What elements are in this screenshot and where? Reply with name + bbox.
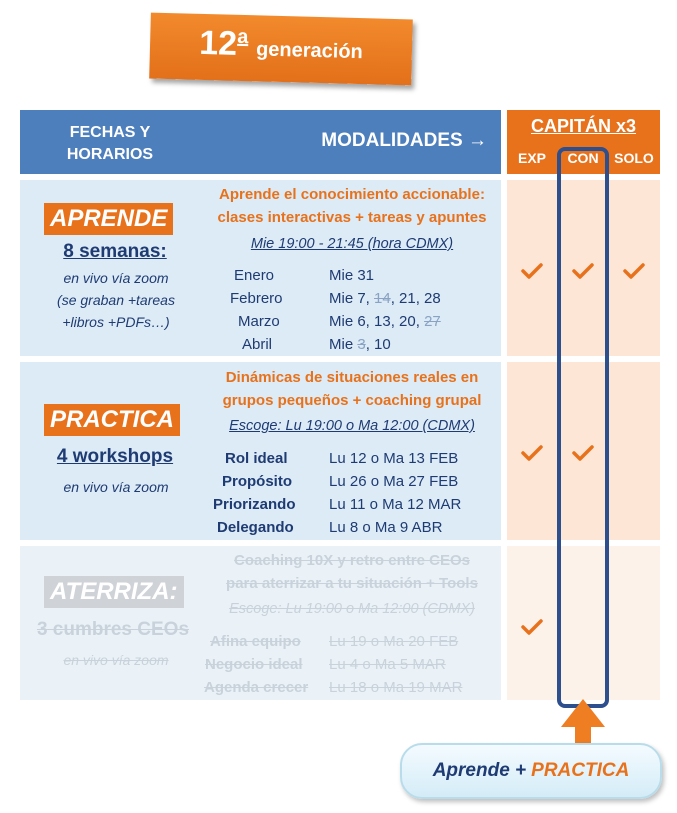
check-icon xyxy=(623,262,645,280)
table-header-left xyxy=(20,110,501,174)
aterriza-name-3: Agenda crecer xyxy=(204,679,309,696)
capitan-header: CAPITÁN x3 xyxy=(530,116,637,136)
aprende-tag: APRENDE xyxy=(44,203,173,235)
col-exp: EXP xyxy=(517,150,546,166)
generation-number: 12 xyxy=(198,23,238,63)
aterriza-tag: ATERRIZA: xyxy=(44,576,184,608)
practica-dates-2: Lu 26 o Ma 27 FEB xyxy=(329,473,459,490)
practica-name-2: Propósito xyxy=(222,473,292,490)
col-con: CON xyxy=(567,150,599,166)
aprende-desc-3: +libros +PDFs…) xyxy=(62,314,170,330)
aprende-schedule: Mie 19:00 - 21:45 (hora CDMX) xyxy=(250,236,454,252)
callout-highlight: PRACTICA xyxy=(531,760,630,781)
aterriza-schedule: Escoge: Lu 19:00 o Ma 12:00 (CDMX) xyxy=(229,601,475,617)
generation-banner xyxy=(149,13,413,86)
aprende-title-2: clases interactivas + tareas y apuntes xyxy=(217,209,487,226)
aterriza-desc: en vivo vía zoom xyxy=(63,652,169,668)
practica-dates-1: Lu 12 o Ma 13 FEB xyxy=(329,450,459,467)
aprende-dates-1: Mie 31 xyxy=(329,267,375,284)
practica-dates-4: Lu 8 o Ma 9 ABR xyxy=(329,519,443,536)
aprende-month-3: Marzo xyxy=(238,313,280,330)
generation-word: generación xyxy=(255,38,364,64)
aprende-dates-3: Mie 6, 13, 20, 27 xyxy=(329,313,441,330)
practica-name-3: Priorizando xyxy=(213,496,296,513)
aprende-dates-2: Mie 7, 14, 21, 28 xyxy=(329,290,441,307)
aterriza-title-2: para aterrizar a tu situación + Tools xyxy=(226,575,478,592)
fechas-header xyxy=(60,122,160,166)
con-column-highlight xyxy=(557,147,609,708)
aprende-dates-4: Mie 3, 10 xyxy=(329,336,391,353)
check-icon xyxy=(521,444,543,462)
modalidades-header: MODALIDADES → xyxy=(321,130,487,151)
fechas-line-2: HORARIOS xyxy=(66,146,154,163)
aterriza-dates-2: Lu 4 o Ma 5 MAR xyxy=(329,656,446,673)
practica-dates-3: Lu 11 o Ma 12 MAR xyxy=(329,496,462,513)
aterriza-name-1: Afina equipo xyxy=(210,633,301,650)
aterriza-dates-3: Lu 18 o Ma 19 MAR xyxy=(329,679,463,696)
aprende-title-1: Aprende el conocimiento accionable: xyxy=(219,186,485,203)
practica-title-2: grupos pequeños + coaching grupal xyxy=(222,392,482,409)
aterriza-title-1: Coaching 10X y retro entre CEOs xyxy=(234,552,470,569)
aprende-month-1: Enero xyxy=(234,267,275,284)
practica-subtitle: 4 workshops xyxy=(56,446,174,467)
aprende-month-2: Febrero xyxy=(230,290,283,307)
practica-name-4: Delegando xyxy=(217,519,294,536)
practica-tag: PRACTICA xyxy=(44,404,180,436)
aprende-desc-2: (se graban +tareas xyxy=(57,292,175,308)
check-icon xyxy=(521,618,543,636)
callout-prefix: Aprende + xyxy=(432,760,527,781)
practica-name-1: Rol ideal xyxy=(225,450,288,467)
practica-schedule: Escoge: Lu 19:00 o Ma 12:00 (CDMX) xyxy=(229,418,475,434)
aterriza-name-2: Negocio ideal xyxy=(205,656,303,673)
aprende-desc-1: en vivo vía zoom xyxy=(63,270,169,286)
check-icon xyxy=(521,262,543,280)
practica-desc: en vivo vía zoom xyxy=(63,479,169,495)
aprende-subtitle: 8 semanas: xyxy=(63,241,167,262)
generation-ordinal: a xyxy=(237,25,249,49)
aprende-practica-callout xyxy=(400,743,662,799)
col-solo: SOLO xyxy=(614,150,654,166)
aterriza-dates-1: Lu 19 o Ma 20 FEB xyxy=(329,633,459,650)
aprende-month-4: Abril xyxy=(242,336,273,353)
fechas-line-1: FECHAS Y xyxy=(69,124,151,141)
practica-title-1: Dinámicas de situaciones reales en xyxy=(225,369,479,386)
aterriza-subtitle: 3 cumbres CEOs xyxy=(36,619,190,640)
